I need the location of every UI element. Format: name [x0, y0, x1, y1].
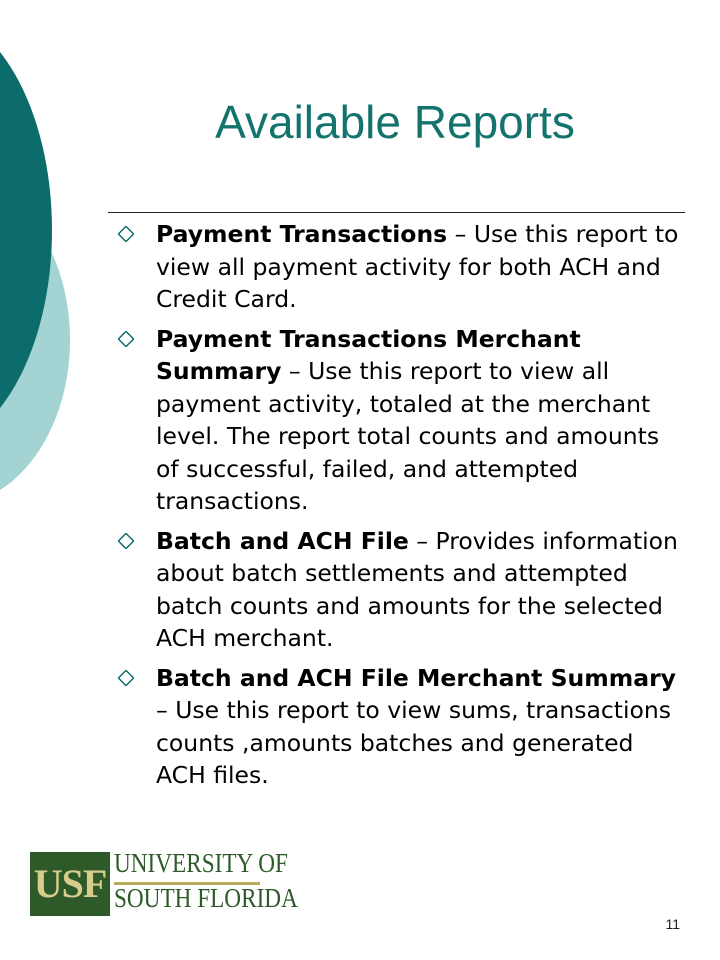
report-item-payment-transactions	[110, 218, 680, 316]
hollow-square-bullet-icon	[118, 670, 134, 686]
hollow-square-bullet-icon	[118, 533, 134, 549]
usf-logo-mark: USF	[30, 852, 110, 916]
usf-logo-line1: UNIVERSITY OF	[114, 848, 288, 878]
hollow-square-bullet-icon	[118, 331, 134, 347]
report-description: – Use this report to view all payment activity for both ACH and Credit Card.	[156, 220, 679, 313]
title-divider	[108, 212, 685, 213]
report-name: Payment Transactions	[156, 220, 448, 248]
report-list	[110, 218, 680, 799]
page-number: 11	[665, 916, 680, 932]
hollow-square-bullet-icon	[118, 226, 134, 242]
report-description: – Use this report to view sums, transactions counts ,amounts batches and generated ACH files.	[156, 696, 672, 789]
report-name: Payment Transactions Merchant Summary	[156, 324, 581, 385]
report-item-batch-and-ach-file-merchant-summary	[110, 662, 680, 792]
usf-logo-line2: SOUTH FLORIDA	[114, 883, 298, 913]
report-name: Batch and ACH File	[156, 526, 409, 555]
usf-logo	[30, 848, 298, 918]
report-item-batch-and-ach-file	[110, 525, 680, 655]
report-description: – Provides information about batch settlements and attempted batch counts and amounts for the selected ACH merchant.	[156, 526, 678, 652]
report-name: Batch and ACH File Merchant Summary	[156, 663, 676, 692]
report-item-payment-transactions-merchant-summary	[110, 323, 680, 518]
slide-title: Available Reports	[215, 96, 575, 148]
report-description: – Use this report to view all payment activity, totaled at the merchant level. The report total counts and amounts of successful, failed, and attempted transactions.	[156, 357, 660, 515]
